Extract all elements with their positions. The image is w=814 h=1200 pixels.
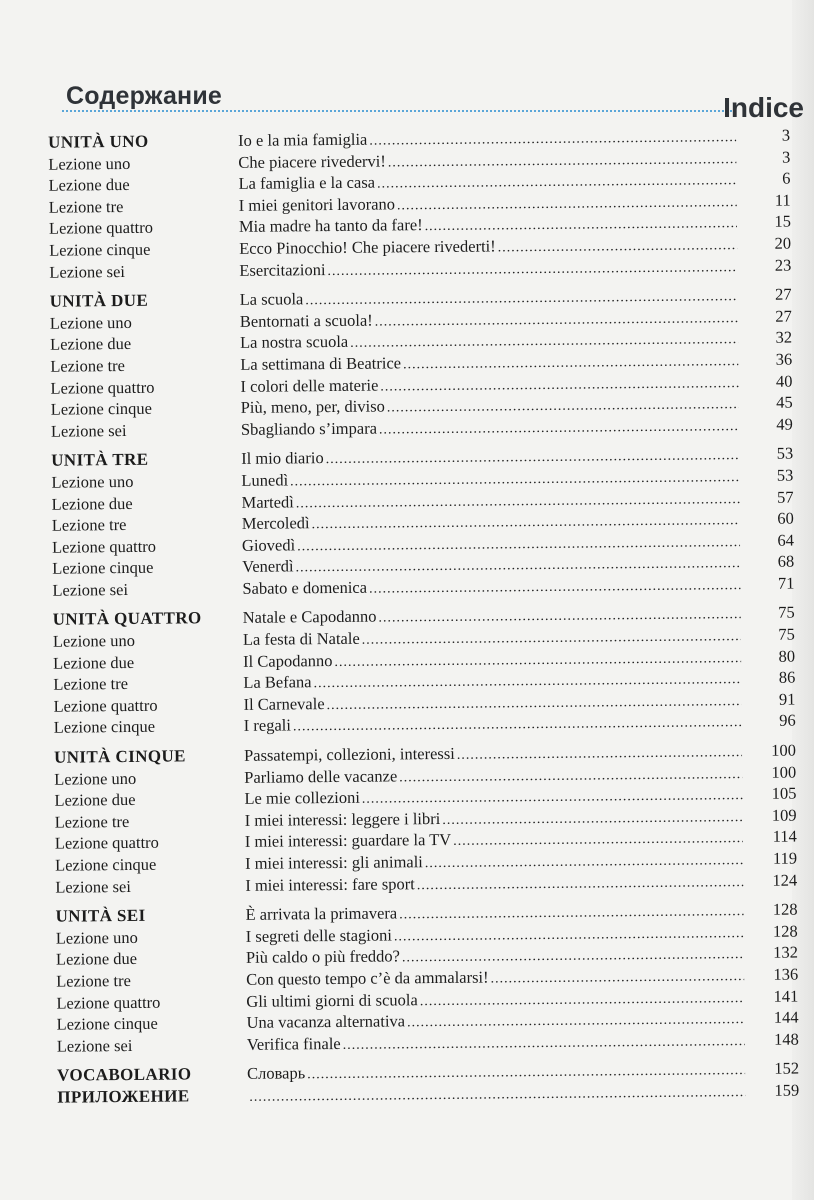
unit-topic: Natale e Capodanno (242, 607, 377, 628)
lesson-label: Lezione cinque (53, 717, 156, 738)
dot-leader (387, 397, 739, 416)
dot-leader (312, 513, 740, 533)
page-number: 96 (779, 711, 796, 731)
unit-title: UNITÀ TRE (51, 450, 149, 471)
page-number: 119 (772, 848, 798, 868)
lesson-title: I miei interessi: leggere i libri (244, 808, 441, 830)
page-number: 27 (775, 306, 792, 326)
lesson-title: I miei interessi: fare sport (245, 873, 415, 895)
unit-title: UNITÀ QUATTRO (52, 608, 202, 630)
dot-leader (490, 969, 744, 987)
page-number: 105 (771, 783, 797, 804)
lesson-label: Lezione sei (55, 876, 131, 897)
lesson-title: Lunedì (241, 470, 289, 490)
lesson-label: Lezione cinque (52, 558, 154, 578)
dot-leader (293, 716, 742, 736)
page-number: 148 (773, 1029, 799, 1049)
lesson-title: La famiglia e la casa (238, 172, 376, 194)
lesson-label: Lezione quattro (50, 377, 155, 398)
lesson-title: Venerdì (242, 556, 294, 577)
lesson-label: Lezione due (48, 175, 130, 195)
page-number: 36 (775, 349, 793, 369)
unit-block (51, 444, 800, 602)
lesson-title: Più caldo o più freddo? (245, 946, 401, 968)
lesson-label: Lezione sei (56, 1035, 133, 1056)
dot-leader (453, 831, 743, 850)
entry-title-wrap (242, 552, 754, 577)
unit-title: UNITÀ CINQUE (53, 746, 186, 767)
entry-title-wrap (240, 307, 752, 332)
page-number: 124 (772, 870, 798, 890)
entry-title-wrap (242, 531, 754, 556)
dot-leader (307, 1063, 745, 1083)
lesson-label: Lezione sei (49, 261, 126, 282)
page-number: 11 (774, 190, 791, 210)
page-number: 32 (775, 327, 793, 348)
lesson-label: Lezione uno (52, 630, 136, 651)
unit-block (53, 603, 802, 740)
lesson-title: I regali (243, 715, 292, 736)
page-number: 109 (771, 805, 797, 825)
entry-title-wrap (246, 943, 758, 968)
table-of-contents (48, 126, 805, 1118)
dot-leader (327, 694, 742, 714)
entry-title-wrap (245, 849, 757, 874)
page-number: 53 (776, 465, 794, 485)
entry-title-wrap (241, 415, 753, 440)
dot-leader (379, 419, 739, 438)
entry-title-wrap (241, 487, 753, 512)
entry-title-wrap (243, 668, 755, 693)
dot-leader (377, 173, 737, 192)
unit-topic: La scuola (239, 289, 304, 310)
dot-leader (425, 216, 737, 235)
page-header (62, 80, 810, 124)
page-title-it: Indice (723, 92, 804, 123)
lesson-label: Lezione cinque (49, 239, 151, 260)
lesson-label: Lezione tre (54, 811, 130, 832)
dot-leader (350, 332, 738, 352)
page-number: 100 (771, 740, 797, 760)
lesson-label: Lezione uno (54, 768, 137, 789)
lesson-title: Mia madre ha tanto da fare! (238, 215, 423, 237)
entry-title-wrap (244, 763, 756, 788)
page-number: 132 (773, 942, 799, 963)
entry-title-wrap (246, 922, 758, 947)
entry-title-wrap (242, 509, 754, 534)
page-number: 6 (782, 168, 791, 188)
page-number: 57 (776, 487, 794, 507)
lesson-title: Sabato e domenica (242, 577, 368, 598)
lesson-label: Lezione tre (56, 970, 131, 991)
dot-leader (407, 1012, 745, 1031)
page-number: 71 (777, 573, 795, 593)
entry-title-wrap (247, 1030, 759, 1055)
dot-leader (394, 926, 744, 945)
header-dotted-rule (62, 110, 732, 112)
lesson-label: Lezione tre (53, 674, 129, 694)
lesson-title: Ecco Pinocchio! Che piacere rivederti! (239, 236, 496, 258)
lesson-label: Lezione tre (48, 196, 124, 217)
dot-leader (249, 1085, 745, 1106)
page-number: 60 (777, 508, 794, 528)
lesson-title: Il Carnevale (243, 693, 325, 714)
dot-leader (498, 238, 738, 256)
entry-title-wrap (239, 234, 751, 259)
lesson-title: La festa di Natale (242, 628, 360, 649)
lesson-label: Lezione cinque (50, 398, 153, 419)
page-number: 49 (776, 414, 793, 434)
entry-title-wrap (245, 827, 757, 852)
unit-topic: Passatempi, collezioni, interessi (243, 743, 455, 765)
page-number: 141 (773, 986, 799, 1006)
page-number: 75 (778, 624, 795, 644)
page-number: 80 (778, 646, 796, 666)
dot-leader (296, 492, 740, 512)
page-number: 128 (772, 921, 798, 941)
unit-block (50, 285, 799, 443)
lesson-title: I miei genitori lavorano (238, 194, 396, 215)
lesson-label: Lezione sei (52, 579, 129, 600)
unit-block (48, 126, 797, 284)
dot-leader (295, 556, 740, 576)
lesson-label: Lezione quattro (56, 992, 161, 1013)
entry-title-wrap (243, 625, 755, 650)
entry-title-wrap (246, 987, 758, 1012)
page-number: 91 (778, 689, 796, 709)
unit-topic: Il mio diario (241, 448, 324, 469)
lesson-title: Mercoledì (241, 513, 310, 533)
dot-leader (457, 745, 742, 764)
entry-title-wrap (245, 900, 757, 925)
page-title-ru: Содержание (66, 82, 223, 110)
lesson-title: Le mie collezioni (244, 787, 360, 809)
dot-leader (442, 810, 742, 829)
lesson-label: Lezione cinque (54, 854, 157, 875)
unit-title: ПРИЛОЖЕНИЕ (57, 1086, 190, 1107)
lesson-title: I colori delle materie (240, 375, 379, 396)
lesson-label: Lezione uno (51, 471, 134, 492)
page-number: 159 (774, 1080, 800, 1100)
unit-block (54, 741, 803, 899)
lesson-label: Lezione uno (49, 312, 132, 333)
page-number: 3 (781, 147, 791, 167)
dot-leader (420, 991, 745, 1010)
page-number: 3 (781, 125, 791, 145)
lesson-title: I segreti delle stagioni (245, 925, 393, 946)
lesson-label: Lezione uno (55, 927, 138, 948)
entry-title-wrap (245, 806, 757, 831)
page-number: 114 (772, 826, 797, 847)
lesson-label: Lezione due (49, 334, 132, 355)
page-number: 86 (778, 667, 796, 687)
entry-title-wrap (244, 741, 756, 766)
page-number: 144 (773, 1007, 799, 1027)
lesson-title: Verifica finale (246, 1033, 341, 1054)
unit-title: VOCABOLARIO (56, 1064, 192, 1086)
dot-leader (314, 672, 742, 692)
lesson-title: Gli ultimi giorni di scuola (246, 989, 418, 1011)
appendix-block (57, 1059, 805, 1109)
entry-title-wrap (240, 328, 752, 353)
dot-leader (375, 311, 738, 330)
lesson-title: Una vacanza alternativa (246, 1011, 406, 1033)
lesson-title: Sbagliando s’impara (240, 418, 378, 439)
entry-title-wrap (246, 1008, 758, 1033)
entry-title-wrap (239, 256, 751, 281)
page-number: 64 (777, 530, 795, 550)
dot-leader (378, 608, 740, 627)
entry-title-wrap (247, 1085, 759, 1106)
entry-title-wrap (243, 603, 755, 628)
page-number: 128 (772, 899, 798, 919)
unit-topic: Словарь (246, 1063, 306, 1084)
entry-title-wrap (239, 191, 751, 216)
entry-title-wrap (243, 647, 755, 672)
unit-topic: Io e la mia famiglia (238, 129, 368, 150)
lesson-label: Lezione quattro (48, 218, 154, 239)
page-number: 45 (776, 392, 793, 412)
lesson-label: Lezione due (55, 949, 138, 970)
dot-leader (425, 853, 743, 872)
page-number: 15 (774, 211, 792, 232)
dot-leader (402, 947, 744, 966)
lesson-title: I miei interessi: gli animali (244, 852, 423, 873)
dot-leader (417, 875, 744, 894)
entry-title-wrap (242, 574, 754, 599)
dot-leader (297, 535, 740, 555)
dot-leader (327, 260, 737, 280)
lesson-title: Il Capodanno (243, 650, 333, 671)
unit-title: UNITÀ DUE (49, 290, 149, 311)
dot-leader (380, 376, 738, 395)
lesson-title: I miei interessi: guardare la TV (244, 830, 452, 852)
dot-leader (369, 578, 741, 598)
page-number: 152 (774, 1058, 800, 1079)
lesson-title: Che piacere rivedervi! (238, 151, 386, 172)
lesson-label: Lezione quattro (54, 833, 159, 854)
dot-leader (334, 651, 741, 671)
lesson-title: Parliamo delle vacanze (244, 766, 398, 787)
entry-title-wrap (245, 871, 757, 896)
dot-leader (397, 195, 737, 214)
lesson-label: Lezione due (53, 652, 135, 673)
dot-leader (362, 788, 743, 808)
lesson-title: La nostra scuola (239, 332, 349, 353)
page-number: 136 (773, 964, 799, 984)
lesson-title: Con questo tempo c’è da ammalarsi! (246, 967, 489, 989)
entry-title-wrap (240, 285, 752, 310)
unit-topic: È arrivata la primavera (245, 903, 398, 925)
dot-leader (388, 152, 737, 171)
lesson-label: Lezione quattro (51, 536, 157, 557)
lesson-title: Giovedì (241, 535, 296, 555)
lesson-label: Lezione tre (50, 355, 126, 376)
page-number: 100 (771, 762, 797, 782)
page-number: 75 (778, 603, 795, 623)
entry-title-wrap (243, 690, 755, 715)
entry-title-wrap (240, 372, 752, 397)
entry-title-wrap (238, 148, 750, 173)
entry-title-wrap (244, 711, 756, 736)
page-number: 20 (774, 233, 792, 253)
unit-title: UNITÀ UNO (48, 131, 149, 152)
unit-block (55, 900, 804, 1058)
lesson-title: Più, meno, per, diviso (240, 396, 385, 418)
page-number: 68 (777, 551, 795, 572)
entry-title-wrap (239, 212, 751, 237)
page-number: 27 (775, 284, 792, 304)
entry-title-wrap (247, 1059, 759, 1084)
lesson-label: Lezione cinque (56, 1013, 158, 1034)
page-number: 53 (776, 443, 794, 464)
dot-leader (343, 1034, 745, 1054)
entry-title-wrap (240, 350, 752, 375)
lesson-label: Lezione sei (50, 420, 127, 441)
dot-leader (305, 289, 737, 309)
entry-title-wrap (246, 965, 758, 990)
lesson-label: Lezione due (51, 493, 133, 514)
entry-title-wrap (238, 169, 750, 194)
dot-leader (403, 354, 738, 373)
dot-leader (326, 448, 740, 468)
dot-leader (399, 904, 744, 923)
lesson-label: Lezione tre (51, 515, 127, 535)
entry-title-wrap (241, 393, 753, 418)
page-number: 23 (774, 255, 792, 275)
page-number: 40 (775, 371, 793, 391)
entry-title-wrap (241, 466, 753, 491)
entry-title-wrap (238, 126, 750, 151)
lesson-title: La settimana di Beatrice (240, 353, 402, 374)
dot-leader (369, 130, 736, 150)
lesson-label: Lezione due (54, 790, 136, 810)
lesson-title: Martedì (241, 491, 294, 512)
lesson-title: Esercitazioni (239, 259, 326, 280)
lesson-label: Lezione uno (48, 153, 131, 174)
entry-title-wrap (241, 444, 753, 469)
entry-title-wrap (244, 784, 756, 809)
unit-title: UNITÀ SEI (55, 906, 146, 926)
lesson-title: La Befana (243, 672, 312, 693)
dot-leader (399, 767, 742, 786)
dot-leader (362, 629, 741, 649)
lesson-title: Bentornati a scuola! (239, 310, 373, 331)
lesson-label: Lezione quattro (53, 695, 158, 716)
